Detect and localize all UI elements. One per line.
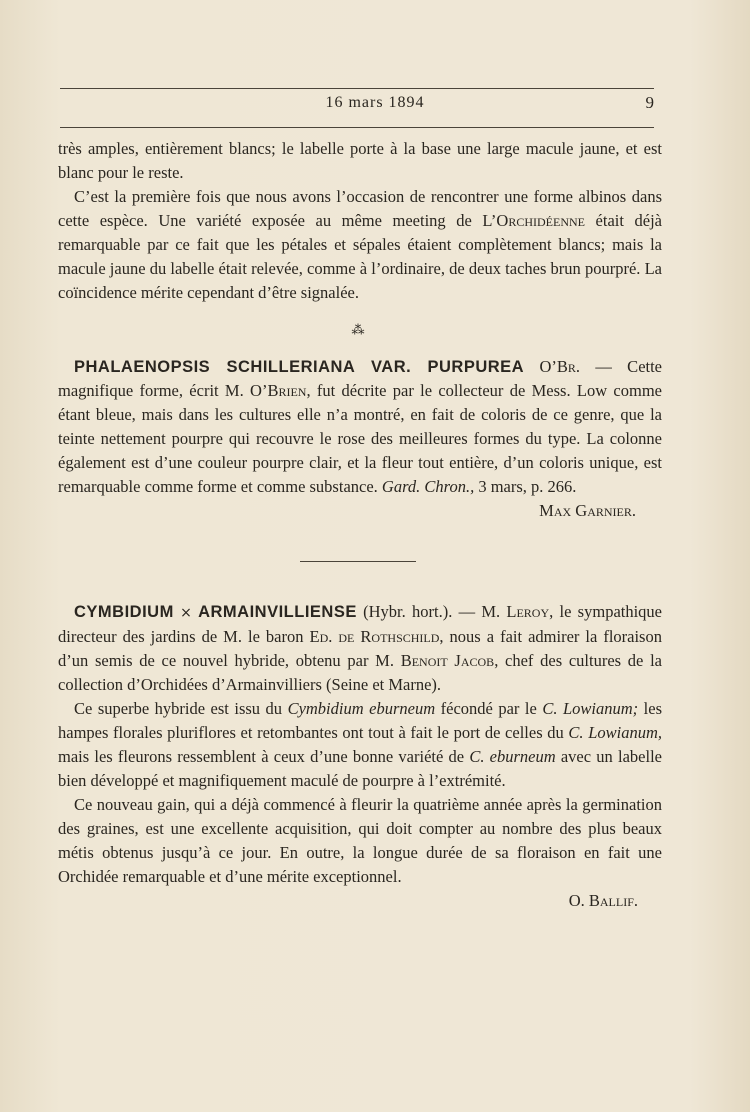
section-albinos [58,137,662,305]
page-number: 9 [645,93,654,112]
journal-name: L’Orchidéenne [482,211,585,230]
running-head-date: 16 mars 1894 [325,94,425,111]
asterism: ⁂ [351,323,365,338]
paragraph: PHALAENOPSIS SCHILLERIANA VAR. PURPUREA O’Br. — Cette magnifique forme, écrit M. O’Brien, fut décrite par le collecteur de Mess. Low comme étant bleue, mais dans les cultures elle n’a montré, en fait de coloris de ce genre, que la teinte nettement pourpre qui recouvre le rose des meilleures formes du type. La colonne également est d’une couleur pourpre clair, et la fleur tout entière, d’un coloris unique, est remarquable comme forme et comme substance. Gard. Chron., 3 mars, p. 266. [58,357,663,496]
section-divider [300,561,416,562]
signature: Max Garnier. [539,501,636,520]
header-rule-top [60,88,654,89]
section-phalaenopsis [58,355,662,523]
paragraph: très amples, entièrement blancs; le labelle porte à la base une large macule jaune, et est blanc pour le reste. [58,139,662,182]
paragraph: C’est la première fois que nous avons l’occasion de rencontrer une forme albinos dans cette espèce. Une variété exposée au même meeting de L’Orchidéenne était déjà remarquable par ce fait que les pétales et sépales étaient complètement blancs; mais la macule jaune du labelle était relevée, comme à l’ordinaire, de deux taches brun pourpré. La coïncidence mérite cependant d’être signalée. [58,187,662,302]
paragraph: Ce superbe hybride est issu du Cymbidium eburneum fécondé par le C. Lowianum; les hampes florales pluriflores et retombantes ont tout à fait le port de celles du C. Lowianum, mais les fleurons ressemblent à ceux d’une bonne variété de C. eburneum avec un labelle bien développé et magnifiquement maculé de pourpre à l’extrémité. [58,699,663,790]
signature: O. Ballif. [568,891,638,910]
paragraph: Ce nouveau gain, qui a déjà commencé à fleurir la quatrième année après la germination des graines, est une excellente acquisition, qui doit compter au nombre des plus beaux métis obtenus jusqu’à ce jour. En outre, la longue durée de sa floraison en fait une Orchidée remarquable et d’une mérite exceptionnel. [58,795,662,886]
section-cymbidium [58,600,662,913]
species-title: PHALAENOPSIS SCHILLERIANA VAR. PURPUREA [74,358,525,376]
header-rule-bottom [60,127,654,128]
citation: Gard. Chron., [381,477,475,496]
hybrid-sign: × [180,605,192,621]
species-title: CYMBIDIUM [74,603,174,621]
paragraph: CYMBIDIUM × ARMAINVILLIENSE (Hybr. hort.). — M. Leroy, le sympathique directeur des jardins de M. le baron Ed. de Rothschild, nous a fait admirer la floraison d’un semis de ce nouvel hybride, obtenu par M. Benoit Jacob, chef des cultures de la collection d’Orchidées d’Armainvilliers (Seine et Marne). [58,602,663,694]
